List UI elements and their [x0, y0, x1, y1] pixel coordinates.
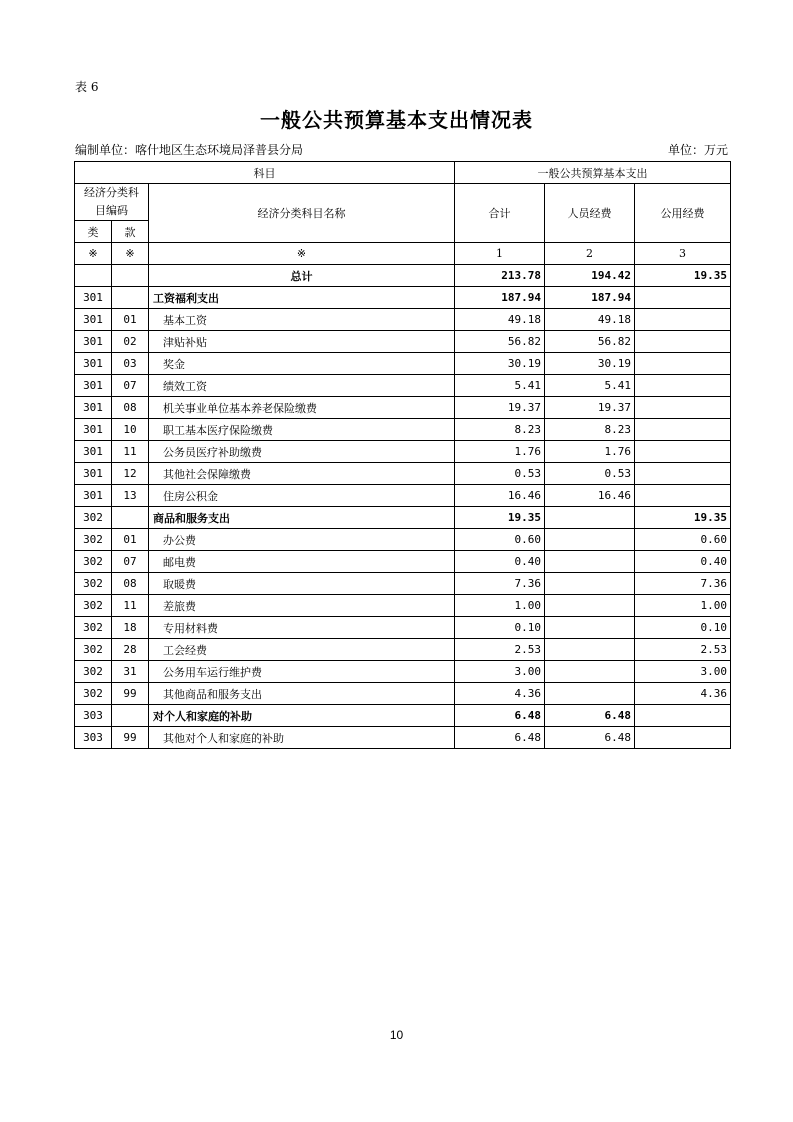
row-item-name: 差旅费: [149, 595, 455, 617]
row-public: 2.53: [635, 639, 731, 661]
row-kuan-code: 12: [112, 463, 149, 485]
row-item-name: 公务员医疗补助缴费: [149, 441, 455, 463]
row-lei-code: 301: [75, 309, 112, 331]
row-lei-code: 302: [75, 683, 112, 705]
row-total: 6.48: [455, 727, 545, 749]
row-kuan-code: 01: [112, 309, 149, 331]
row-lei-code: 302: [75, 617, 112, 639]
table-row: [75, 595, 731, 617]
page-number: 10: [389, 1028, 404, 1042]
row-public: 0.60: [635, 529, 731, 551]
header-row-2: [75, 184, 731, 221]
row-total: 16.46: [455, 485, 545, 507]
row-kuan-code: 08: [112, 573, 149, 595]
row-total: 5.41: [455, 375, 545, 397]
row-lei-code: 303: [75, 705, 112, 727]
table-row: [75, 573, 731, 595]
row-public: 0.10: [635, 617, 731, 639]
row-personnel: 5.41: [545, 375, 635, 397]
row-total: 8.23: [455, 419, 545, 441]
row-personnel: 0.53: [545, 463, 635, 485]
column-index-1: 1: [455, 243, 545, 265]
row-total: 0.53: [455, 463, 545, 485]
row-public: [635, 397, 731, 419]
row-personnel: 49.18: [545, 309, 635, 331]
marker-kuan: ※: [112, 243, 149, 265]
row-lei-code: 301: [75, 419, 112, 441]
row-lei-code: 301: [75, 353, 112, 375]
row-kuan-code: 31: [112, 661, 149, 683]
compiling-unit: 编制单位：喀什地区生态环境局泽普县分局: [75, 143, 304, 157]
row-kuan-code: [112, 507, 149, 529]
row-total: 3.00: [455, 661, 545, 683]
table-row: [75, 683, 731, 705]
currency-unit: 单位：万元: [667, 143, 728, 157]
column-index-3: 3: [635, 243, 731, 265]
row-lei-code: 302: [75, 661, 112, 683]
row-lei-code: 301: [75, 463, 112, 485]
row-public: [635, 287, 731, 309]
row-lei-code: 302: [75, 529, 112, 551]
row-lei-code: 301: [75, 397, 112, 419]
row-item-name: 奖金: [149, 353, 455, 375]
total-public: 19.35: [635, 265, 731, 287]
row-item-name: 其他商品和服务支出: [149, 683, 455, 705]
row-total: 2.53: [455, 639, 545, 661]
row-total: 7.36: [455, 573, 545, 595]
row-personnel: 19.37: [545, 397, 635, 419]
row-public: 7.36: [635, 573, 731, 595]
table-row: [75, 397, 731, 419]
row-public: [635, 375, 731, 397]
marker-lei: ※: [75, 243, 112, 265]
row-total: 30.19: [455, 353, 545, 375]
table-row: [75, 419, 731, 441]
header-personnel: 人员经费: [545, 184, 635, 243]
table-row: [75, 705, 731, 727]
table-row: [75, 529, 731, 551]
row-item-name: 对个人和家庭的补助: [149, 705, 455, 727]
header-econ-name: 经济分类科目名称: [149, 184, 455, 243]
row-personnel: [545, 507, 635, 529]
table-row: [75, 441, 731, 463]
row-total: 6.48: [455, 705, 545, 727]
row-personnel: [545, 551, 635, 573]
row-kuan-code: 99: [112, 727, 149, 749]
total-row: [75, 265, 731, 287]
table-row: [75, 617, 731, 639]
row-kuan-code: 11: [112, 441, 149, 463]
row-item-name: 津贴补贴: [149, 331, 455, 353]
row-lei-code: 302: [75, 551, 112, 573]
row-kuan-code: 08: [112, 397, 149, 419]
row-lei-code: 301: [75, 375, 112, 397]
table-row: [75, 507, 731, 529]
row-item-name: 绩效工资: [149, 375, 455, 397]
table-row: [75, 485, 731, 507]
row-item-name: 住房公积金: [149, 485, 455, 507]
row-kuan-code: 28: [112, 639, 149, 661]
total-label: 总计: [149, 265, 455, 287]
table-row: [75, 309, 731, 331]
row-personnel: [545, 683, 635, 705]
row-personnel: [545, 617, 635, 639]
row-personnel: 1.76: [545, 441, 635, 463]
row-public: [635, 441, 731, 463]
table-row: [75, 727, 731, 749]
row-lei-code: 303: [75, 727, 112, 749]
row-item-name: 商品和服务支出: [149, 507, 455, 529]
row-lei-code: 301: [75, 441, 112, 463]
row-item-name: 取暖费: [149, 573, 455, 595]
budget-table: [74, 161, 731, 749]
row-item-name: 公务用车运行维护费: [149, 661, 455, 683]
row-public: [635, 463, 731, 485]
row-public: 0.40: [635, 551, 731, 573]
row-item-name: 其他对个人和家庭的补助: [149, 727, 455, 749]
table-row: [75, 375, 731, 397]
row-kuan-code: 11: [112, 595, 149, 617]
table-row: [75, 353, 731, 375]
row-personnel: 187.94: [545, 287, 635, 309]
row-lei-code: 302: [75, 595, 112, 617]
row-personnel: 6.48: [545, 705, 635, 727]
row-lei-code: 302: [75, 507, 112, 529]
header-subject: 科目: [75, 162, 455, 184]
row-kuan-code: [112, 705, 149, 727]
row-public: 1.00: [635, 595, 731, 617]
row-total: 19.37: [455, 397, 545, 419]
total-kuan: [112, 265, 149, 287]
row-total: 0.60: [455, 529, 545, 551]
header-row-1: [75, 162, 731, 184]
row-item-name: 基本工资: [149, 309, 455, 331]
row-lei-code: 302: [75, 573, 112, 595]
table-row: [75, 639, 731, 661]
row-personnel: 8.23: [545, 419, 635, 441]
row-public: [635, 485, 731, 507]
header-public: 公用经费: [635, 184, 731, 243]
row-kuan-code: 07: [112, 375, 149, 397]
row-personnel: 16.46: [545, 485, 635, 507]
table-row: [75, 331, 731, 353]
row-kuan-code: 07: [112, 551, 149, 573]
row-item-name: 职工基本医疗保险缴费: [149, 419, 455, 441]
row-item-name: 其他社会保障缴费: [149, 463, 455, 485]
row-total: 187.94: [455, 287, 545, 309]
row-public: 4.36: [635, 683, 731, 705]
row-item-name: 专用材料费: [149, 617, 455, 639]
row-kuan-code: 02: [112, 331, 149, 353]
row-item-name: 办公费: [149, 529, 455, 551]
row-lei-code: 302: [75, 639, 112, 661]
row-item-name: 工资福利支出: [149, 287, 455, 309]
row-item-name: 邮电费: [149, 551, 455, 573]
row-personnel: [545, 595, 635, 617]
header-lei: 类: [75, 221, 112, 243]
row-total: 19.35: [455, 507, 545, 529]
table-row: [75, 661, 731, 683]
row-personnel: [545, 529, 635, 551]
table-row: [75, 463, 731, 485]
row-public: [635, 331, 731, 353]
row-total: 49.18: [455, 309, 545, 331]
row-public: [635, 309, 731, 331]
row-public: [635, 419, 731, 441]
row-personnel: 6.48: [545, 727, 635, 749]
table-number-label: 表 6: [75, 80, 99, 94]
document-title: 一般公共预算基本支出情况表: [260, 108, 533, 132]
row-kuan-code: [112, 287, 149, 309]
row-total: 0.10: [455, 617, 545, 639]
header-kuan: 款: [112, 221, 149, 243]
row-public: [635, 705, 731, 727]
row-public: 19.35: [635, 507, 731, 529]
marker-name: ※: [149, 243, 455, 265]
row-total: 0.40: [455, 551, 545, 573]
row-item-name: 工会经费: [149, 639, 455, 661]
row-kuan-code: 13: [112, 485, 149, 507]
row-lei-code: 301: [75, 485, 112, 507]
row-public: 3.00: [635, 661, 731, 683]
header-budget-group: 一般公共预算基本支出: [455, 162, 731, 184]
header-total: 合计: [455, 184, 545, 243]
row-kuan-code: 18: [112, 617, 149, 639]
marker-row: [75, 243, 731, 265]
row-total: 1.76: [455, 441, 545, 463]
total-amount: 213.78: [455, 265, 545, 287]
header-econ-code: 经济分类科目编码: [75, 184, 149, 221]
row-item-name: 机关事业单位基本养老保险缴费: [149, 397, 455, 419]
row-lei-code: 301: [75, 331, 112, 353]
row-total: 1.00: [455, 595, 545, 617]
row-kuan-code: 99: [112, 683, 149, 705]
row-personnel: [545, 661, 635, 683]
total-personnel: 194.42: [545, 265, 635, 287]
row-public: [635, 353, 731, 375]
row-personnel: [545, 573, 635, 595]
table-row: [75, 287, 731, 309]
column-index-2: 2: [545, 243, 635, 265]
row-total: 56.82: [455, 331, 545, 353]
total-lei: [75, 265, 112, 287]
row-personnel: 56.82: [545, 331, 635, 353]
table-row: [75, 551, 731, 573]
row-public: [635, 727, 731, 749]
row-total: 4.36: [455, 683, 545, 705]
row-kuan-code: 01: [112, 529, 149, 551]
row-kuan-code: 03: [112, 353, 149, 375]
row-personnel: [545, 639, 635, 661]
row-kuan-code: 10: [112, 419, 149, 441]
row-lei-code: 301: [75, 287, 112, 309]
row-personnel: 30.19: [545, 353, 635, 375]
